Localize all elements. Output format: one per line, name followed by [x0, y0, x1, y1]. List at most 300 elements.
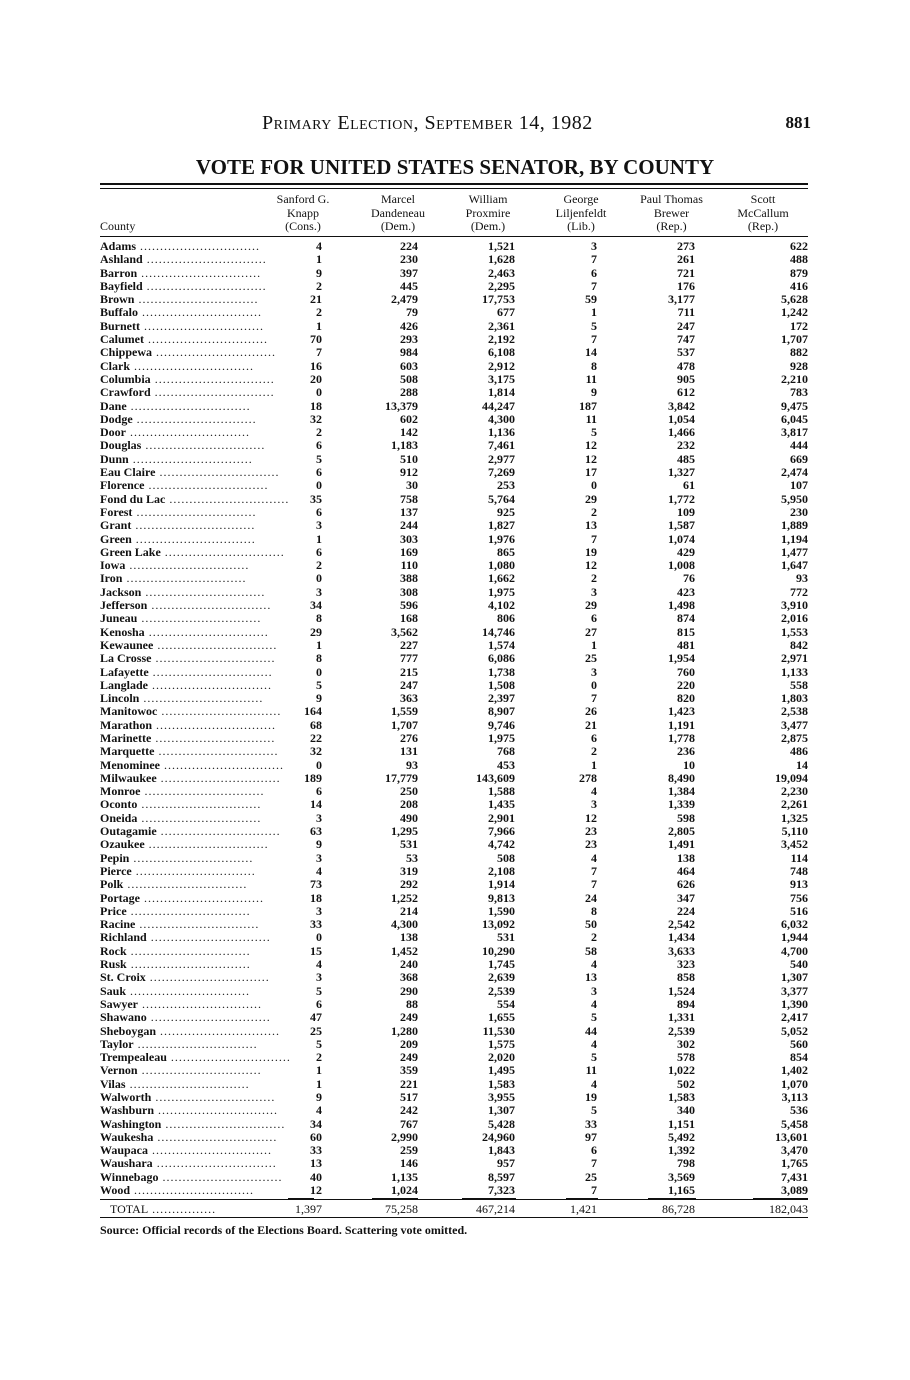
vote-brewer: 612 — [677, 385, 695, 400]
vote-liljenfeldt: 19 — [585, 1090, 597, 1104]
vote-dandeneau: 53 — [406, 850, 418, 865]
vote-dandeneau: 603 — [400, 358, 418, 373]
vote-knapp: 32 — [310, 744, 322, 759]
vote-mccallum: 14 — [796, 757, 808, 772]
table-row — [100, 652, 808, 665]
county-name: La Crosse .............................. — [100, 651, 276, 666]
county-name: Walworth .............................. — [100, 1090, 276, 1104]
vote-mccallum: 1,647 — [781, 558, 808, 573]
vote-brewer: 302 — [677, 1036, 695, 1051]
county-name: Dane .............................. — [100, 398, 251, 413]
vote-brewer: 1,491 — [668, 837, 695, 852]
vote-mccallum: 488 — [790, 252, 808, 267]
vote-mccallum: 756 — [790, 890, 808, 905]
vote-proxmire: 925 — [497, 504, 515, 519]
vote-knapp: 9 — [316, 691, 322, 706]
vote-knapp: 3 — [316, 903, 322, 918]
vote-proxmire: 1,588 — [488, 784, 515, 799]
vote-brewer: 76 — [683, 571, 695, 586]
vote-knapp: 14 — [310, 797, 322, 812]
vote-liljenfeldt: 7 — [591, 252, 597, 267]
vote-proxmire: 4,742 — [488, 837, 515, 852]
vote-mccallum: 3,113 — [781, 1090, 808, 1104]
vote-proxmire: 143,609 — [476, 770, 515, 785]
vote-proxmire: 1,521 — [488, 239, 515, 253]
vote-brewer: 502 — [677, 1076, 695, 1091]
vote-liljenfeldt: 1 — [591, 637, 597, 652]
county-name: Grant .............................. — [100, 518, 256, 533]
county-name: Pierce .............................. — [100, 863, 256, 878]
column-headers — [100, 193, 808, 235]
vote-brewer: 236 — [677, 744, 695, 759]
vote-mccallum: 5,052 — [781, 1023, 808, 1038]
vote-proxmire: 1,574 — [488, 637, 515, 652]
header-knapp — [258, 193, 348, 234]
running-title: Primary Election, September 14, 1982 — [262, 112, 593, 134]
vote-knapp: 0 — [316, 478, 322, 493]
vote-liljenfeldt: 7 — [591, 531, 597, 546]
header-liljenfeldt-line1: George — [563, 192, 599, 206]
vote-dandeneau: 1,559 — [391, 704, 418, 719]
vote-liljenfeldt: 278 — [579, 770, 597, 785]
vote-mccallum: 230 — [790, 504, 808, 519]
vote-mccallum: 560 — [790, 1036, 808, 1051]
vote-liljenfeldt: 58 — [585, 943, 597, 958]
vote-knapp: 6 — [316, 544, 322, 559]
header-liljenfeldt-party: (Lib.) — [567, 219, 595, 233]
county-name: Iron .............................. — [100, 571, 247, 586]
vote-proxmire: 1,590 — [488, 903, 515, 918]
vote-brewer: 3,177 — [668, 292, 695, 307]
table-row — [100, 1131, 808, 1144]
vote-dandeneau: 767 — [400, 1116, 418, 1131]
vote-liljenfeldt: 27 — [585, 624, 597, 639]
vote-brewer: 423 — [677, 584, 695, 599]
county-name: Chippewa .............................. — [100, 345, 277, 360]
vote-liljenfeldt: 14 — [585, 345, 597, 360]
vote-knapp: 5 — [316, 1036, 322, 1051]
vote-mccallum: 854 — [790, 1050, 808, 1065]
table-row — [100, 998, 808, 1011]
vote-proxmire: 1,495 — [488, 1063, 515, 1078]
table-row — [100, 692, 808, 705]
vote-mccallum: 772 — [790, 584, 808, 599]
vote-liljenfeldt: 29 — [585, 598, 597, 613]
vote-mccallum: 1,707 — [781, 332, 808, 347]
vote-dandeneau: 290 — [400, 983, 418, 998]
table-row — [100, 918, 808, 931]
county-name: Crawford .............................. — [100, 385, 275, 400]
vote-liljenfeldt: 11 — [585, 371, 597, 386]
vote-mccallum: 2,230 — [781, 784, 808, 799]
table-row — [100, 439, 808, 452]
county-name: Bayfield .............................. — [100, 278, 267, 293]
table-row — [100, 865, 808, 878]
vote-liljenfeldt: 12 — [585, 558, 597, 573]
vote-dandeneau: 215 — [400, 664, 418, 679]
county-name: Eau Claire .............................. — [100, 465, 280, 480]
vote-proxmire: 6,086 — [488, 651, 515, 666]
vote-mccallum: 93 — [796, 571, 808, 586]
vote-proxmire: 1,583 — [488, 1076, 515, 1091]
county-name: Marinette .............................. — [100, 730, 276, 745]
vote-brewer: 1,524 — [668, 983, 695, 998]
vote-mccallum: 3,817 — [781, 425, 808, 440]
vote-dandeneau: 1,183 — [391, 438, 418, 453]
table-row — [100, 772, 808, 785]
vote-knapp: 5 — [316, 677, 322, 692]
vote-brewer: 1,392 — [668, 1143, 695, 1158]
vote-proxmire: 2,192 — [488, 332, 515, 347]
vote-mccallum: 669 — [790, 451, 808, 466]
vote-brewer: 537 — [677, 345, 695, 360]
county-name: Polk .............................. — [100, 877, 248, 892]
vote-liljenfeldt: 44 — [585, 1023, 597, 1038]
vote-dandeneau: 445 — [400, 278, 418, 293]
vote-liljenfeldt: 1 — [591, 305, 597, 320]
vote-brewer: 247 — [677, 318, 695, 333]
vote-brewer: 1,954 — [668, 651, 695, 666]
header-liljenfeldt-line2: Liljenfeldt — [555, 205, 607, 220]
vote-brewer: 820 — [677, 691, 695, 706]
table-row — [100, 586, 808, 599]
vote-proxmire: 1,843 — [488, 1143, 515, 1158]
vote-dandeneau: 250 — [400, 784, 418, 799]
vote-mccallum: 622 — [790, 239, 808, 253]
vote-knapp: 73 — [310, 877, 322, 892]
vote-knapp: 1 — [316, 252, 322, 267]
vote-brewer: 1,498 — [668, 598, 695, 613]
vote-brewer: 273 — [677, 239, 695, 253]
vote-brewer: 1,054 — [668, 411, 695, 426]
vote-brewer: 1,339 — [668, 797, 695, 812]
table-row — [100, 1038, 808, 1051]
vote-liljenfeldt: 4 — [591, 1036, 597, 1051]
vote-dandeneau: 517 — [400, 1090, 418, 1104]
table-row — [100, 453, 808, 466]
vote-knapp: 6 — [316, 996, 322, 1011]
vote-dandeneau: 230 — [400, 252, 418, 267]
vote-brewer: 340 — [677, 1103, 695, 1118]
vote-brewer: 598 — [677, 810, 695, 825]
table-row — [100, 360, 808, 373]
vote-knapp: 13 — [310, 1156, 322, 1171]
table-row — [100, 426, 808, 439]
table-row — [100, 732, 808, 745]
vote-proxmire: 1,827 — [488, 518, 515, 533]
vote-brewer: 894 — [677, 996, 695, 1011]
county-name: Milwaukee .............................. — [100, 770, 281, 785]
vote-liljenfeldt: 7 — [591, 691, 597, 706]
table-row — [100, 905, 808, 918]
vote-knapp: 2 — [316, 425, 322, 440]
vote-brewer: 3,569 — [668, 1169, 695, 1184]
vote-liljenfeldt: 7 — [591, 877, 597, 892]
vote-proxmire: 3,175 — [488, 371, 515, 386]
table-row — [100, 838, 808, 851]
vote-mccallum: 1,803 — [781, 691, 808, 706]
vote-knapp: 16 — [310, 358, 322, 373]
vote-knapp: 3 — [316, 518, 322, 533]
vote-brewer: 1,151 — [668, 1116, 695, 1131]
vote-mccallum: 2,261 — [781, 797, 808, 812]
vote-dandeneau: 2,990 — [391, 1129, 418, 1144]
vote-liljenfeldt: 26 — [585, 704, 597, 719]
vote-dandeneau: 508 — [400, 371, 418, 386]
vote-liljenfeldt: 13 — [585, 970, 597, 985]
vote-liljenfeldt: 6 — [591, 1143, 597, 1158]
vote-dandeneau: 249 — [400, 1010, 418, 1025]
top-rule-thin — [100, 188, 808, 189]
vote-dandeneau: 227 — [400, 637, 418, 652]
table-row — [100, 785, 808, 798]
vote-dandeneau: 912 — [400, 465, 418, 480]
vote-brewer: 1,587 — [668, 518, 695, 533]
table-row — [100, 798, 808, 811]
vote-knapp: 20 — [310, 371, 322, 386]
vote-proxmire: 5,428 — [488, 1116, 515, 1131]
vote-knapp: 1 — [316, 1076, 322, 1091]
county-name: Oneida .............................. — [100, 810, 262, 825]
table-row — [100, 333, 808, 346]
table-row — [100, 612, 808, 625]
table-row — [100, 559, 808, 572]
vote-proxmire: 957 — [497, 1156, 515, 1171]
vote-proxmire: 2,912 — [488, 358, 515, 373]
county-name: Washburn .............................. — [100, 1103, 279, 1118]
vote-knapp: 47 — [310, 1010, 322, 1025]
vote-brewer: 481 — [677, 637, 695, 652]
vote-dandeneau: 168 — [400, 611, 418, 626]
county-name: Portage .............................. — [100, 890, 264, 905]
vote-dandeneau: 1,280 — [391, 1023, 418, 1038]
vote-liljenfeldt: 8 — [591, 903, 597, 918]
county-name: Sheboygan .............................. — [100, 1023, 281, 1038]
header-brewer-party: (Rep.) — [656, 219, 687, 233]
vote-knapp: 40 — [310, 1169, 322, 1184]
table-row — [100, 280, 808, 293]
vote-proxmire: 2,901 — [488, 810, 515, 825]
vote-dandeneau: 249 — [400, 1050, 418, 1065]
vote-brewer: 798 — [677, 1156, 695, 1171]
vote-dandeneau: 490 — [400, 810, 418, 825]
vote-brewer: 747 — [677, 332, 695, 347]
vote-brewer: 1,466 — [668, 425, 695, 440]
vote-knapp: 34 — [310, 598, 322, 613]
header-dandeneau-party: (Dem.) — [380, 219, 416, 233]
county-name: Manitowoc .............................. — [100, 704, 282, 719]
vote-knapp: 1 — [316, 531, 322, 546]
vote-mccallum: 13,601 — [775, 1129, 808, 1144]
vote-proxmire: 1,745 — [488, 957, 515, 972]
county-name: Washington .............................. — [100, 1116, 286, 1131]
header-mccallum-line2: McCallum — [737, 205, 789, 220]
vote-liljenfeldt: 6 — [591, 265, 597, 280]
vote-brewer: 874 — [677, 611, 695, 626]
vote-liljenfeldt: 33 — [585, 1116, 597, 1131]
page-number: 881 — [785, 113, 811, 132]
table-row — [100, 413, 808, 426]
table-row — [100, 386, 808, 399]
vote-knapp: 33 — [310, 917, 322, 932]
vote-mccallum: 928 — [790, 358, 808, 373]
vote-knapp: 68 — [310, 717, 322, 732]
vote-knapp: 60 — [310, 1129, 322, 1144]
vote-dandeneau: 397 — [400, 265, 418, 280]
vote-mccallum: 19,094 — [775, 770, 808, 785]
vote-mccallum: 9,475 — [781, 398, 808, 413]
vote-proxmire: 7,966 — [488, 824, 515, 839]
vote-proxmire: 1,662 — [488, 571, 515, 586]
vote-liljenfeldt: 17 — [585, 465, 597, 480]
header-rule — [100, 236, 808, 237]
table-row — [100, 945, 808, 958]
total-proxmire: 467,214 — [476, 1202, 515, 1216]
vote-liljenfeldt: 12 — [585, 810, 597, 825]
vote-liljenfeldt: 12 — [585, 451, 597, 466]
vote-mccallum: 3,452 — [781, 837, 808, 852]
vote-liljenfeldt: 11 — [585, 1063, 597, 1078]
table-row — [100, 745, 808, 758]
vote-dandeneau: 244 — [400, 518, 418, 533]
county-name: Ashland .............................. — [100, 252, 267, 267]
vote-mccallum: 486 — [790, 744, 808, 759]
vote-brewer: 261 — [677, 252, 695, 267]
vote-mccallum: 3,089 — [781, 1183, 808, 1198]
vote-knapp: 6 — [316, 784, 322, 799]
county-name: Fond du Lac .............................. — [100, 491, 290, 506]
vote-brewer: 578 — [677, 1050, 695, 1065]
vote-brewer: 858 — [677, 970, 695, 985]
vote-knapp: 1 — [316, 637, 322, 652]
vote-proxmire: 1,080 — [488, 558, 515, 573]
vote-dandeneau: 208 — [400, 797, 418, 812]
table-row — [100, 931, 808, 944]
vote-knapp: 4 — [316, 863, 322, 878]
vote-knapp: 22 — [310, 730, 322, 745]
vote-dandeneau: 4,300 — [391, 917, 418, 932]
vote-mccallum: 1,889 — [781, 518, 808, 533]
vote-brewer: 3,633 — [668, 943, 695, 958]
vote-knapp: 35 — [310, 491, 322, 506]
table-row — [100, 1157, 808, 1170]
vote-liljenfeldt: 1 — [591, 757, 597, 772]
vote-brewer: 1,191 — [668, 717, 695, 732]
table-row — [100, 240, 808, 253]
vote-proxmire: 2,977 — [488, 451, 515, 466]
vote-knapp: 0 — [316, 385, 322, 400]
vote-brewer: 485 — [677, 451, 695, 466]
vote-knapp: 33 — [310, 1143, 322, 1158]
vote-dandeneau: 1,707 — [391, 717, 418, 732]
vote-liljenfeldt: 97 — [585, 1129, 597, 1144]
vote-dandeneau: 221 — [400, 1076, 418, 1091]
vote-brewer: 429 — [677, 544, 695, 559]
county-name: Columbia .............................. — [100, 371, 275, 386]
vote-proxmire: 1,814 — [488, 385, 515, 400]
county-name: Kenosha .............................. — [100, 624, 269, 639]
vote-mccallum: 2,474 — [781, 465, 808, 480]
vote-dandeneau: 3,562 — [391, 624, 418, 639]
vote-brewer: 2,805 — [668, 824, 695, 839]
vote-dandeneau: 758 — [400, 491, 418, 506]
vote-dandeneau: 596 — [400, 598, 418, 613]
vote-brewer: 8,490 — [668, 770, 695, 785]
table-row — [100, 1078, 808, 1091]
vote-brewer: 1,008 — [668, 558, 695, 573]
vote-mccallum: 416 — [790, 278, 808, 293]
vote-dandeneau: 777 — [400, 651, 418, 666]
header-brewer-line1: Paul Thomas — [640, 192, 703, 206]
vote-knapp: 7 — [316, 345, 322, 360]
vote-mccallum: 516 — [790, 903, 808, 918]
vote-mccallum: 540 — [790, 957, 808, 972]
vote-liljenfeldt: 2 — [591, 930, 597, 945]
vote-dandeneau: 224 — [400, 239, 418, 253]
vote-proxmire: 11,530 — [482, 1023, 515, 1038]
county-name: Waukesha .............................. — [100, 1129, 278, 1144]
county-name: Florence .............................. — [100, 478, 269, 493]
county-name: Vernon .............................. — [100, 1063, 262, 1078]
vote-liljenfeldt: 7 — [591, 278, 597, 293]
vote-proxmire: 2,295 — [488, 278, 515, 293]
vote-brewer: 323 — [677, 957, 695, 972]
vote-liljenfeldt: 11 — [585, 411, 597, 426]
vote-dandeneau: 88 — [406, 996, 418, 1011]
vote-liljenfeldt: 4 — [591, 850, 597, 865]
vote-dandeneau: 359 — [400, 1063, 418, 1078]
total-liljenfeldt: 1,421 — [570, 1202, 597, 1216]
vote-proxmire: 1,655 — [488, 1010, 515, 1025]
county-name: Door .............................. — [100, 425, 250, 440]
county-name: Trempealeau .............................. — [100, 1050, 291, 1065]
county-name: Pepin .............................. — [100, 850, 254, 865]
vote-knapp: 6 — [316, 438, 322, 453]
vote-dandeneau: 2,479 — [391, 292, 418, 307]
vote-proxmire: 554 — [497, 996, 515, 1011]
vote-dandeneau: 363 — [400, 691, 418, 706]
vote-mccallum: 783 — [790, 385, 808, 400]
county-name: Outagamie .............................. — [100, 824, 281, 839]
vote-dandeneau: 146 — [400, 1156, 418, 1171]
vote-dandeneau: 303 — [400, 531, 418, 546]
vote-proxmire: 2,639 — [488, 970, 515, 985]
county-name: Iowa .............................. — [100, 558, 250, 573]
vote-proxmire: 14,746 — [482, 624, 515, 639]
vote-dandeneau: 214 — [400, 903, 418, 918]
table-row — [100, 985, 808, 998]
vote-liljenfeldt: 4 — [591, 784, 597, 799]
vote-proxmire: 4,300 — [488, 411, 515, 426]
vote-brewer: 1,434 — [668, 930, 695, 945]
vote-dandeneau: 426 — [400, 318, 418, 333]
vote-liljenfeldt: 19 — [585, 544, 597, 559]
vote-knapp: 25 — [310, 1023, 322, 1038]
vote-mccallum: 6,032 — [781, 917, 808, 932]
vote-mccallum: 842 — [790, 637, 808, 652]
vote-brewer: 815 — [677, 624, 695, 639]
county-name: Marquette .............................. — [100, 744, 279, 759]
vote-brewer: 905 — [677, 371, 695, 386]
county-name: Waushara .............................. — [100, 1156, 277, 1171]
vote-knapp: 29 — [310, 624, 322, 639]
vote-knapp: 0 — [316, 757, 322, 772]
vote-proxmire: 44,247 — [482, 398, 515, 413]
county-name: Buffalo .............................. — [100, 305, 263, 320]
vote-mccallum: 5,628 — [781, 292, 808, 307]
header-knapp-line2: Knapp — [287, 205, 319, 220]
vote-mccallum: 1,194 — [781, 531, 808, 546]
